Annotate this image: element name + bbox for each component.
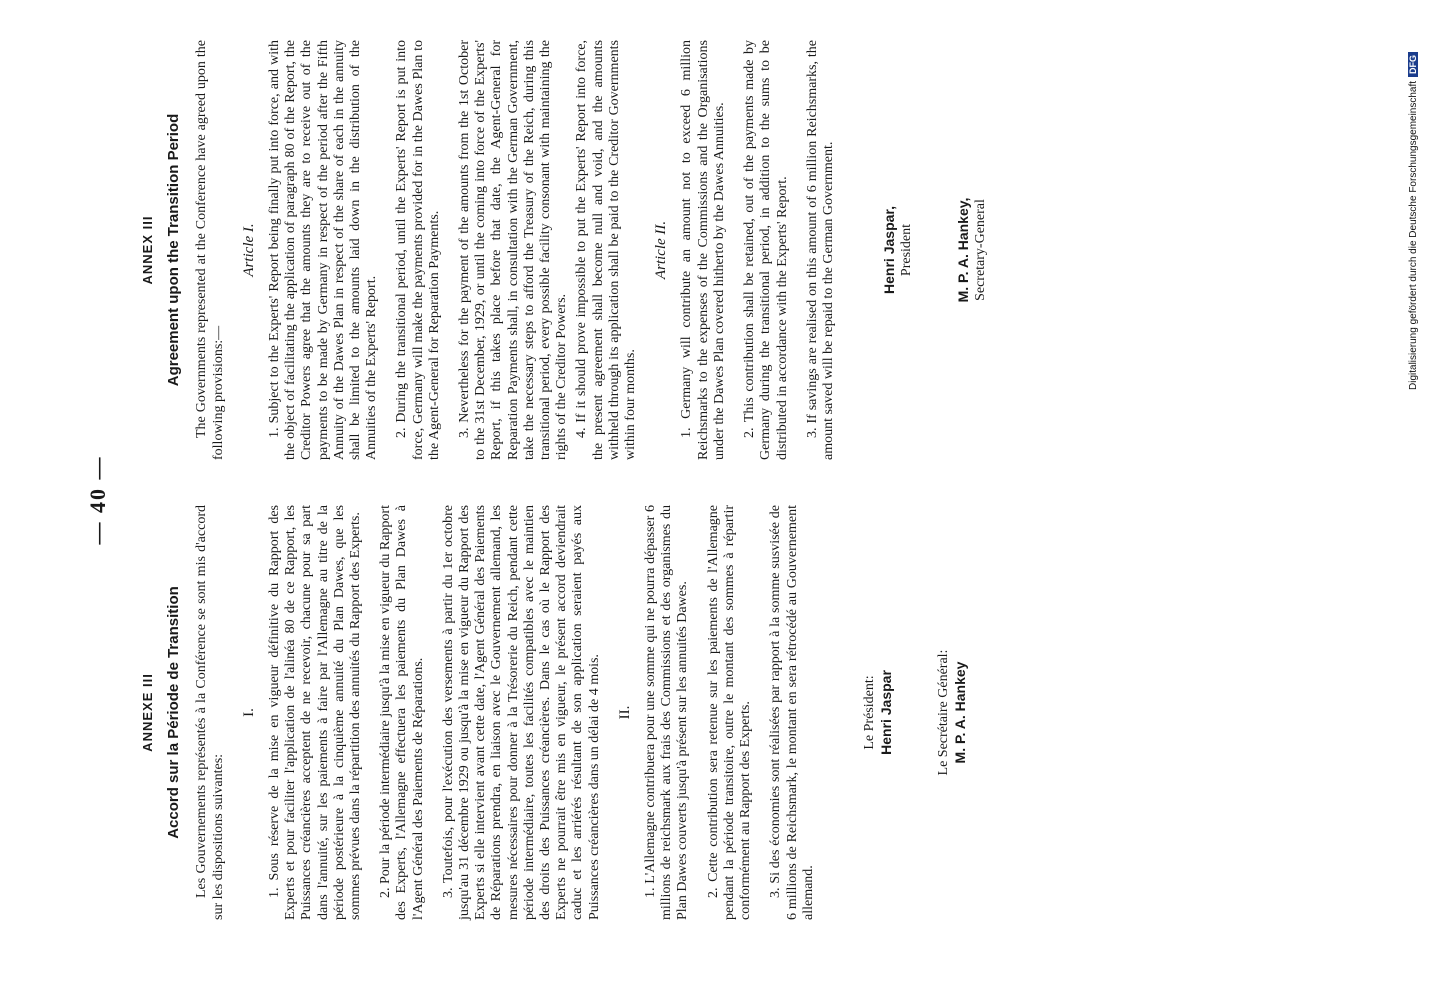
annex-heading-en: ANNEX III	[140, 215, 155, 285]
intro-fr: Les Gouvernements représentés à la Conférence se sont mis d'accord sur les dispositions suivantes:	[194, 505, 226, 920]
page-number: — 40 —	[85, 455, 110, 545]
paragraph-fr-1: 1. Sous réserve de la mise en vigueur définitive du Rapport des Experts et pour faciliter l'application de l'alinéa 80 de ce Rapport, les Puissances créancières acceptent de ne recevoir, chacune pour sa part dans l'annuité, sur les paiements à faire par l'Allemagne au titre de la période postérieure à la cinquième annuité du Plan Dawes, que les sommes prévues dans la répartition des annuités du Rapport des Experts.	[267, 505, 364, 920]
credit-text: Digitalisierung gefördert durch die Deutsche Forschungsgemeinschaft	[1408, 80, 1419, 390]
paragraph-fr-4: 1. L'Allemagne contribuera pour une somme qui ne pourra dépasser 6 millions de reichsmark aux frais des Commissions et des organismes du Plan Dawes couverts jusqu'à présent sur les annuités Dawes.	[643, 505, 691, 920]
paragraph-en-5: 2. This contribution shall be retained, out of the payments made by Germany during the transitional period, in addition to the sums to be distributed in accordance with the Experts' Report.	[742, 40, 790, 460]
paragraph-en-6: 3. If savings are realised on this amount of 6 million Reichsmarks, the amount saved will be repaid to the German Government.	[804, 40, 836, 460]
digitization-credit	[1408, 0, 1424, 1000]
annex-heading-fr: ANNEXE III	[140, 673, 155, 752]
president-label-en: President	[899, 223, 915, 277]
signature-secretary-en	[955, 40, 989, 460]
signature-president-fr	[861, 505, 895, 920]
intro-en: The Governments represented at the Conference have agreed upon the following provisions:—	[194, 40, 226, 460]
section-2-fr: II.	[616, 705, 633, 720]
paragraph-en-3: 3. Nevertheless for the payment of the amounts from the 1st October to the 31st December, 1929, or until the coming into force of the Experts' Report, if this takes place before that date, the Agent-General for Reparation Payments shall, in consultation with the German Government, take the necessary steps to afford the Treasury of the Reich, during this transitional period, every possible facility consonant with maintaining the rights of the Creditor Powers.	[457, 40, 570, 460]
dfg-logo-icon: DFG	[1408, 52, 1418, 77]
paragraph-en-1: 1. Subject to the Experts' Report being finally put into force, and with the object of facilitating the application of paragraph 80 of the Report, the Creditor Powers agree that the amounts they are to receive out of the payments to be made by Germany in respect of the period after the Fifth Annuity of the Dawes Plan in respect of the share of each in the annuity shall be limited to the amounts laid down in the distribution of the Annuities of the Experts' Report.	[267, 40, 380, 460]
french-column	[140, 505, 969, 920]
president-label-fr: Le Président:	[861, 675, 877, 750]
president-name-en: Henri Jaspar,	[881, 206, 898, 294]
paragraph-en-3b: 4. If it should prove impossible to put the Experts' Report into force, the present agreement shall become null and void, and the amounts withheld through its application shall be paid to the Creditor Governments within four months.	[574, 40, 639, 460]
title-fr: Accord sur la Période de Transition	[165, 586, 183, 839]
section-1-en: Article I.	[240, 223, 257, 277]
president-name-fr: Henri Jaspar	[877, 670, 894, 755]
paragraph-fr-3: 3. Toutefois, pour l'exécution des versements à partir du 1er octobre jusqu'au 31 décembre 1929 ou jusqu'à la mise en vigueur du Rapport des Experts si elle intervient avant cette date, l'Agent Général des Paiements de Réparations prendra, en liaison avec le Gouvernement allemand, les mesures nécessaires pour donner à la Trésorerie du Reich, pendant cette période intermédiaire, toutes les facilités compatibles avec le maintien des droits des Puissances créancières. Dans le cas où le Rapport des Experts ne pourrait être mis en vigueur, le présent accord deviendrait caduc et les arriérés résultant de son application seraient payés aux Puissances créancières dans un délai de 4 mois.	[440, 505, 602, 920]
secretary-name-en: M. P. A. Hankey,	[955, 197, 972, 303]
section-1-fr: I.	[240, 708, 257, 717]
title-en: Agreement upon the Transition Period	[165, 113, 183, 387]
secretary-name-fr: M. P. A. Hankey	[951, 661, 968, 764]
secretary-label-fr: Le Secrétaire Général:	[935, 649, 951, 776]
paragraph-fr-6: 3. Si des économies sont réalisées par rapport à la somme susvisée de 6 millions de Reichsmark, le montant en sera rétrocédé au Gouvernement allemand.	[768, 505, 816, 920]
paragraph-en-2: 2. During the transitional period, until the Experts' Report is put into force, Germany will make the payments provided for in the Dawes Plan to the Agent-General for Reparation Payments.	[394, 40, 442, 460]
secretary-label-en: Secretary-General	[973, 199, 989, 301]
section-2-en: Article II.	[653, 220, 670, 280]
paragraph-fr-5: 2. Cette contribution sera retenue sur les paiements de l'Allemagne pendant la période transitoire, outre le montant des sommes à répartir conformément au Rapport des Experts.	[705, 505, 754, 920]
signature-secretary-fr	[935, 505, 969, 920]
paragraph-en-4: 1. Germany will contribute an amount not to exceed 6 million Reichsmarks to the expenses of the Commissions and the Organisations under the Dawes Plan covered hitherto by the Dawes Annuities.	[679, 40, 727, 460]
english-column	[140, 40, 989, 460]
paragraph-fr-2: 2. Pour la période intermédiaire jusqu'à la mise en vigueur du Rapport des Experts, l'Allemagne effectuera les paiements du Plan Dawes à l'Agent Général des Paiements de Réparations.	[378, 505, 426, 920]
signature-president-en	[881, 40, 915, 460]
